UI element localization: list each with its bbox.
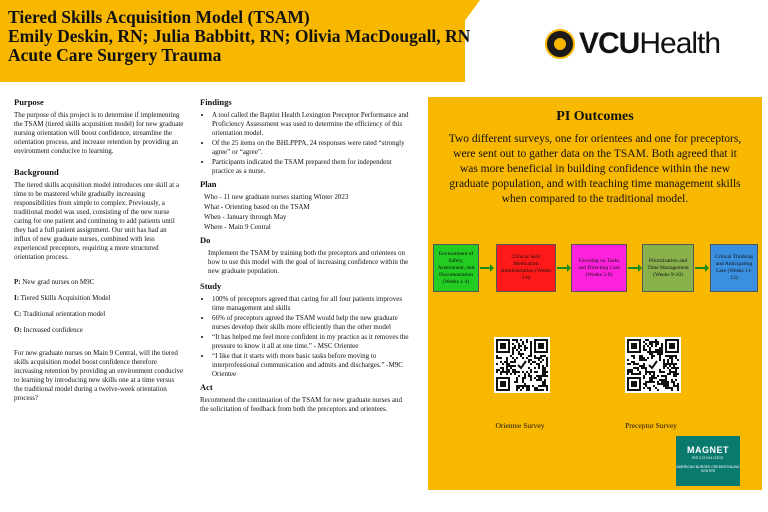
logo-vcu-text: VCU [579,27,640,60]
middle-column [200,98,410,420]
findings-list [200,111,410,176]
vcu-seal-icon [545,29,575,59]
poster-title: Tiered Skills Acquisition Model (TSAM) [8,7,310,27]
list-item: • 66% of preceptors agreed the TSAM would help the new graduate nurses develop their skills more efficiently than the other model [212,314,410,332]
plan-heading: Plan [200,179,217,189]
pico-item: P: New grad nurses on M9C [14,278,95,286]
list-item: • Of the 25 items on the BHLPPPA, 24 responses were rated “strongly agree” or “agree”. [212,139,410,157]
list-item: • Participants indicated the TSAM prepared them for independent practice as a nurse. [212,158,410,176]
list-item: Who - 11 new graduate nurses starting Winter 2023 [204,193,349,201]
preceptor-survey-label: Preceptor Survey [625,421,677,430]
findings-heading: Findings [200,97,232,107]
preceptor-qr-code[interactable] [625,337,681,393]
pi-outcomes-text: Two different surveys, one for orientees and one for preceptors, were sent out to gather data on the TSAM. Both agreed that it was more beneficial in building confidence within the new graduate population, and with teaching time management skills when compared to the traditional model. [448,133,742,205]
step-box-1: Environment of Safety, Assessment, and Documentation (Weeks 1-4) [433,244,479,292]
arrow-right-icon [628,264,642,272]
list-item: Where - Main 9 Central [204,223,271,231]
study-list [200,295,410,379]
poster-authors: Emily Deskin, RN; Julia Babbitt, RN; Olivia MacDougall, RN [8,26,471,46]
pico-item: C: Traditional orientation model [14,310,106,318]
left-column [14,98,184,409]
vcu-health-logo [545,24,720,64]
pico-item: I: Tiered Skills Acquisition Model [14,294,111,302]
act-heading: Act [200,382,213,392]
magnet-recognized-badge [676,436,740,486]
plan-list [200,193,410,232]
background-text: The tiered skills acquisition model introduces one skill at a time to be mastered while gradually increasing responsibilities from simple to complex. Previously, a traditional model was used, consisting of the new nurse caring for one patient and continuing to add patients until they had a full patient assignment. Our unit has had an influx of new graduate nurses, combined with less experienced preceptors, requiring a more structured orientation process. [14,181,180,261]
step-box-2: Clinical Skill Medication Administration (Weeks 3-6) [496,244,556,292]
do-text: Implement the TSAM by training both the preceptors and orientees on how to use this model with the goal of increasing confidence within the new graduate population. [208,249,409,275]
tsam-steps-flow [433,244,758,294]
step-box-5: Critical Thinking and Anticipating Care (Weeks 11-12) [710,244,758,292]
pico-item: O: Increased confidence [14,326,83,334]
purpose-heading: Purpose [14,97,44,107]
step-box-3: Focusing on Tasks and Directing Care (Weeks 5-8) [571,244,627,292]
step-box-4: Prioritization and Time Management (Weeks 9-10) [642,244,694,292]
magnet-org: AMERICAN NURSES CREDENTIALING CENTER [676,465,740,473]
purpose-text: The purpose of this project is to determine if implementing the TSAM (tiered skills acquisition model) for new graduate nursing orientation will boost confidence, streamline the orientation process, and increase retention by providing an environment conducive to learning. [14,111,184,155]
arrow-right-icon [557,264,571,272]
list-item: • “It has helped me feel more confident in my practice as it removes the pressure to know it all at one time.” - MSC Orientee [212,333,410,351]
magnet-title: MAGNET [687,445,729,455]
list-item: • “I like that it starts with more basic tasks before moving to interprofessional communication and admits and discharges.” -M9C Orientee [212,352,410,379]
background-heading: Background [14,167,59,177]
do-heading: Do [200,235,211,245]
act-text: Recommend the continuation of the TSAM for new graduate nurses and the solicitation of feedback from both the preceptors and orientees. [200,396,403,413]
magnet-subtitle: RECOGNIZED [692,455,724,460]
list-item: • A tool called the Baptist Health Lexington Preceptor Performance and Proficiency Assessment was used to determine the efficiency of this orientation model. [212,111,410,138]
orientee-qr-code[interactable] [494,337,550,393]
pi-outcomes-title: PI Outcomes [556,109,634,124]
pico-question: For new graduate nurses on Main 9 Central, will the tiered skills acquisition model boost confidence therefore increasing retention by providing an environment conducive to learning by introducing new skills one at a time versus the traditional model during a twelve-week orientation process? [14,349,184,402]
list-item: • 100% of preceptors agreed that caring for all four patients improves time management and skills [212,295,410,313]
poster-title-block [8,8,470,65]
list-item: When - January through May [204,213,287,221]
study-heading: Study [200,281,222,291]
arrow-right-icon [695,264,709,272]
list-item: What - Orienting based on the TSAM [204,203,310,211]
poster-unit: Acute Care Surgery Trauma [8,45,222,65]
header-banner [0,0,768,82]
logo-health-text: Health [639,27,721,60]
orientee-survey-label: Orientee Survey [495,421,545,430]
arrow-right-icon [480,264,494,272]
pico-list [14,278,184,335]
pi-outcomes-panel [428,97,762,490]
